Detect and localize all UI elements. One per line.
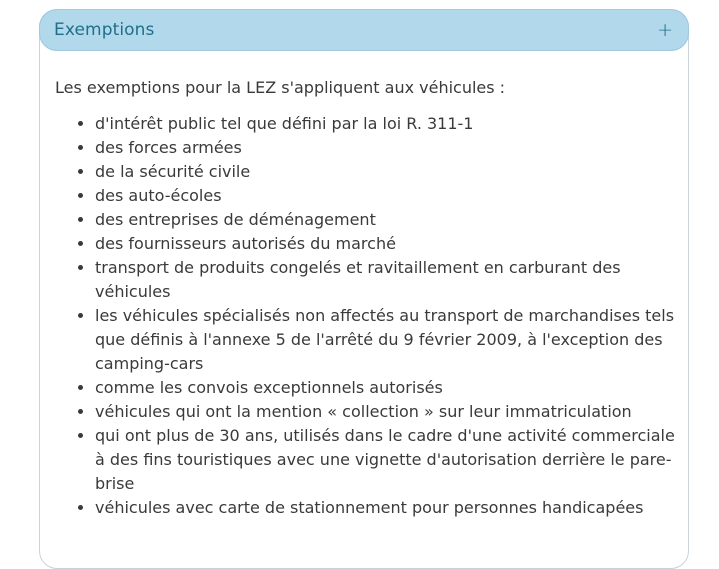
list-item: • d'intérêt public tel que défini par la loi R. 311-1 <box>95 112 685 136</box>
list-item: • des forces armées <box>95 136 685 160</box>
accordion-title: Exemptions <box>54 20 155 40</box>
list-item: • des auto-écoles <box>95 184 685 208</box>
accordion-body <box>55 78 685 520</box>
list-item: • comme les convois exceptionnels autorisés <box>95 376 685 400</box>
accordion-header[interactable] <box>39 9 689 51</box>
list-item: • de la sécurité civile <box>95 160 685 184</box>
list-item: • des entreprises de déménagement <box>95 208 685 232</box>
exemptions-accordion <box>39 9 689 569</box>
list-item: • véhicules qui ont la mention « collection » sur leur immatriculation <box>95 400 685 424</box>
list-item: • les véhicules spécialisés non affectés au transport de marchandises tels que définis à l'annexe 5 de l'arrêté du 9 février 2009, à l'exception des camping-cars <box>95 304 685 376</box>
list-item: • qui ont plus de 30 ans, utilisés dans le cadre d'une activité commerciale à des fins touristiques avec une vignette d'autorisation derrière le pare-brise <box>95 424 685 496</box>
list-item: • transport de produits congelés et ravitaillement en carburant des véhicules <box>95 256 685 304</box>
list-item: • des fournisseurs autorisés du marché <box>95 232 685 256</box>
list-item: • véhicules avec carte de stationnement pour personnes handicapées <box>95 496 685 520</box>
intro-text: Les exemptions pour la LEZ s'appliquent aux véhicules : <box>55 78 506 97</box>
exemptions-list <box>55 112 685 520</box>
plus-icon[interactable]: + <box>657 18 673 41</box>
